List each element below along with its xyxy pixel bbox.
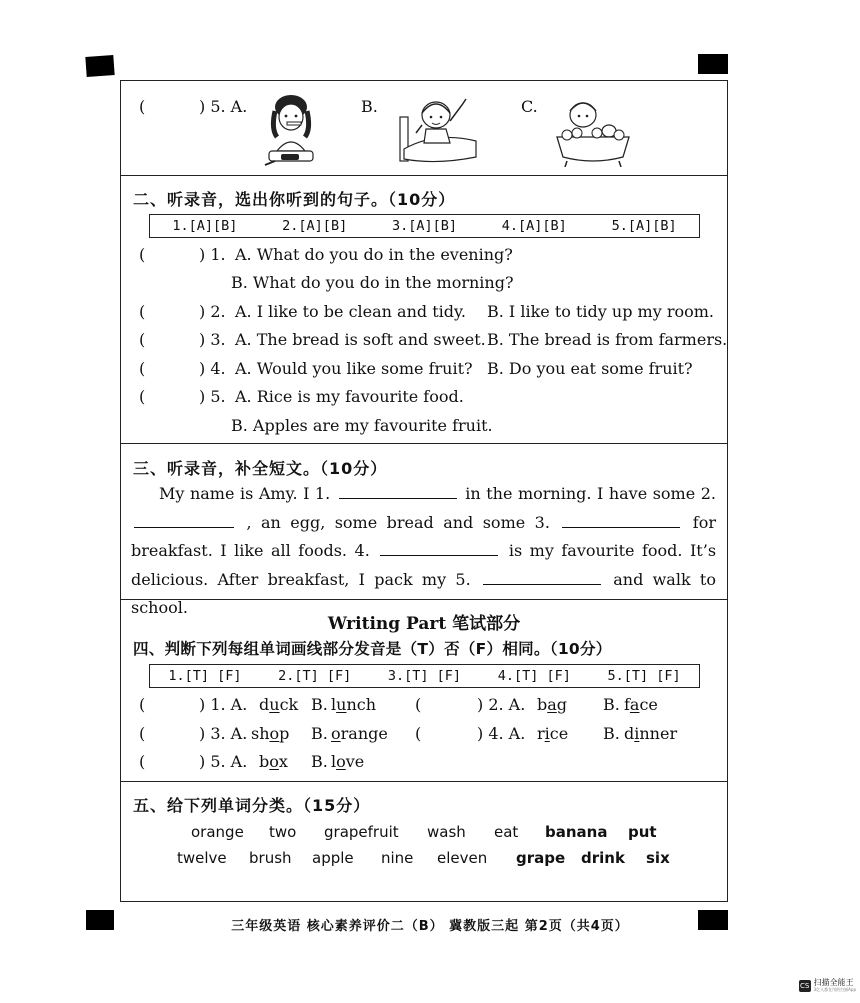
option-b: B. What do you do in the morning? (231, 273, 514, 292)
passage-text: , an egg, some bread and some 3. (246, 512, 550, 532)
section-3-heading: 三、听录音，补全短文。（10分） (133, 459, 388, 478)
passage-text: and walk to school. (131, 569, 716, 617)
passage-text: is my favourite food. It’s delicious. After (131, 541, 717, 589)
option-a: A. What do you do in the evening? (235, 245, 513, 264)
option-b-label: B. (603, 695, 620, 714)
word-b: face (624, 695, 658, 714)
answer-paren[interactable]: ( (139, 359, 146, 378)
question-number: ) 5. (199, 387, 226, 406)
answer-option[interactable]: 1.[T] [F] (168, 668, 242, 684)
word-item: nine (381, 849, 414, 867)
answer-paren[interactable]: ( (139, 330, 146, 349)
option-b: B. Do you eat some fruit? (487, 359, 693, 378)
answer-option[interactable]: 4.[T] [F] (497, 668, 571, 684)
word-b: orange (331, 724, 388, 743)
writing-part-title: Writing Part 笔试部分 (327, 614, 521, 634)
word-item: six (646, 849, 670, 867)
section-4-heading: 四、判断下列每组单词画线部分发音是（T）否（F）相同。（10分） (133, 640, 612, 658)
option-b: B. The bread is from farmers. (487, 330, 728, 349)
question-number: ) 1. (199, 245, 226, 264)
page-footer: 三年级英语 核心素养评价二（B） 冀教版三起 第2页（共4页） (231, 919, 629, 934)
answer-option[interactable]: 3.[A][B] (391, 218, 457, 234)
question-label: ) 5. A. (199, 97, 248, 116)
question-number: ) 3. (199, 330, 226, 349)
word-item: drink (581, 849, 625, 867)
word-a: shop (251, 724, 290, 743)
word-b: lunch (331, 695, 377, 714)
question-number: ) 3. A. (199, 724, 248, 743)
word-item: eat (494, 823, 519, 841)
section-5-heading: 五、给下列单词分类。（15分） (133, 796, 371, 815)
answer-option[interactable]: 4.[A][B] (501, 218, 567, 234)
passage-text: I like all foods. 4. (220, 541, 370, 560)
option-c-label: C. (521, 97, 538, 116)
option-b-label: B. (603, 724, 620, 743)
passage-text: in the morning. I have some 2. (465, 484, 716, 503)
word-a: duck (259, 695, 299, 714)
section-2-heading: 二、听录音，选出你听到的句子。（10分） (133, 190, 456, 209)
answer-option[interactable]: 2.[A][B] (282, 218, 348, 234)
question-number: ) 4. (199, 359, 226, 378)
word-item: banana (545, 823, 608, 841)
word-a: box (259, 752, 288, 771)
word-item: put (628, 823, 657, 841)
question-number: ) 5. A. (199, 752, 248, 771)
word-item: orange (191, 823, 244, 841)
passage-text: for breakfast. (131, 512, 716, 560)
option-b-label: B. (311, 752, 328, 771)
word-a: bag (537, 695, 568, 714)
question-number: ) 2. A. (477, 695, 526, 714)
answer-paren[interactable]: ( (139, 752, 146, 771)
divider (121, 175, 727, 176)
option-b: B. I like to tidy up my room. (487, 302, 714, 321)
blank-3[interactable] (562, 513, 680, 528)
answer-option[interactable]: 3.[T] [F] (387, 668, 462, 684)
word-item: two (269, 823, 297, 841)
exam-page-frame (120, 80, 728, 902)
divider (121, 443, 727, 444)
option-b-label: B. (361, 97, 378, 116)
word-a: rice (537, 724, 569, 743)
cloze-passage (131, 480, 716, 623)
answer-option[interactable]: 5.[A][B] (611, 218, 677, 234)
word-b: love (331, 752, 365, 771)
word-item: grape (516, 849, 566, 867)
question-number: ) 4. A. (477, 724, 526, 743)
word-item: twelve (177, 849, 227, 867)
girl-getting-up-illustration (396, 91, 480, 165)
scanner-watermark (799, 978, 856, 993)
answer-paren[interactable]: ( (139, 695, 146, 714)
answer-paren[interactable]: ( (415, 695, 422, 714)
blank-5[interactable] (483, 570, 601, 585)
answer-paren[interactable]: ( (139, 724, 146, 743)
answer-paren: ( (139, 97, 146, 116)
answer-paren[interactable]: ( (139, 245, 146, 264)
answer-paren[interactable]: ( (139, 302, 146, 321)
scanner-tagline: 3亿人都在用的扫描App (813, 987, 856, 992)
blank-4[interactable] (380, 541, 498, 556)
word-item: grapefruit (324, 823, 399, 841)
section-2-answer-box (149, 214, 700, 238)
answer-option[interactable]: 5.[T] [F] (607, 668, 681, 684)
option-a: A. I like to be clean and tidy. (235, 302, 466, 321)
option-a: A. Rice is my favourite food. (235, 387, 464, 406)
question-number: ) 1. A. (199, 695, 248, 714)
word-item: eleven (437, 849, 488, 867)
camscanner-logo-icon: CS (799, 981, 810, 990)
registration-mark-top-right (698, 54, 728, 74)
answer-option[interactable]: 2.[T] [F] (278, 668, 352, 684)
scanner-name: 扫描全能王 (813, 978, 854, 987)
word-b: dinner (624, 724, 678, 743)
passage-text: My name is Amy. I 1. (159, 484, 331, 503)
option-b-label: B. (311, 695, 328, 714)
question-number: ) 2. (199, 302, 226, 321)
answer-paren[interactable]: ( (415, 724, 422, 743)
girl-brushing-teeth-illustration (261, 93, 321, 169)
word-item: wash (427, 823, 466, 841)
divider (121, 781, 727, 782)
option-b: B. Apples are my favourite fruit. (231, 416, 493, 435)
option-a: A. The bread is soft and sweet. (235, 330, 486, 349)
answer-paren[interactable]: ( (139, 387, 146, 406)
girl-in-bathtub-illustration (553, 93, 633, 167)
option-a: A. Would you like some fruit? (235, 359, 473, 378)
option-b-label: B. (311, 724, 328, 743)
word-item: apple (312, 849, 354, 867)
blank-1[interactable] (339, 484, 457, 499)
blank-2[interactable] (134, 513, 234, 528)
registration-mark-top-left (85, 55, 114, 77)
passage-text: breakfast, I pack my 5. (267, 569, 471, 589)
section-4-answer-box (149, 664, 700, 688)
answer-option[interactable]: 1.[A][B] (172, 218, 238, 234)
word-item: brush (249, 849, 292, 867)
